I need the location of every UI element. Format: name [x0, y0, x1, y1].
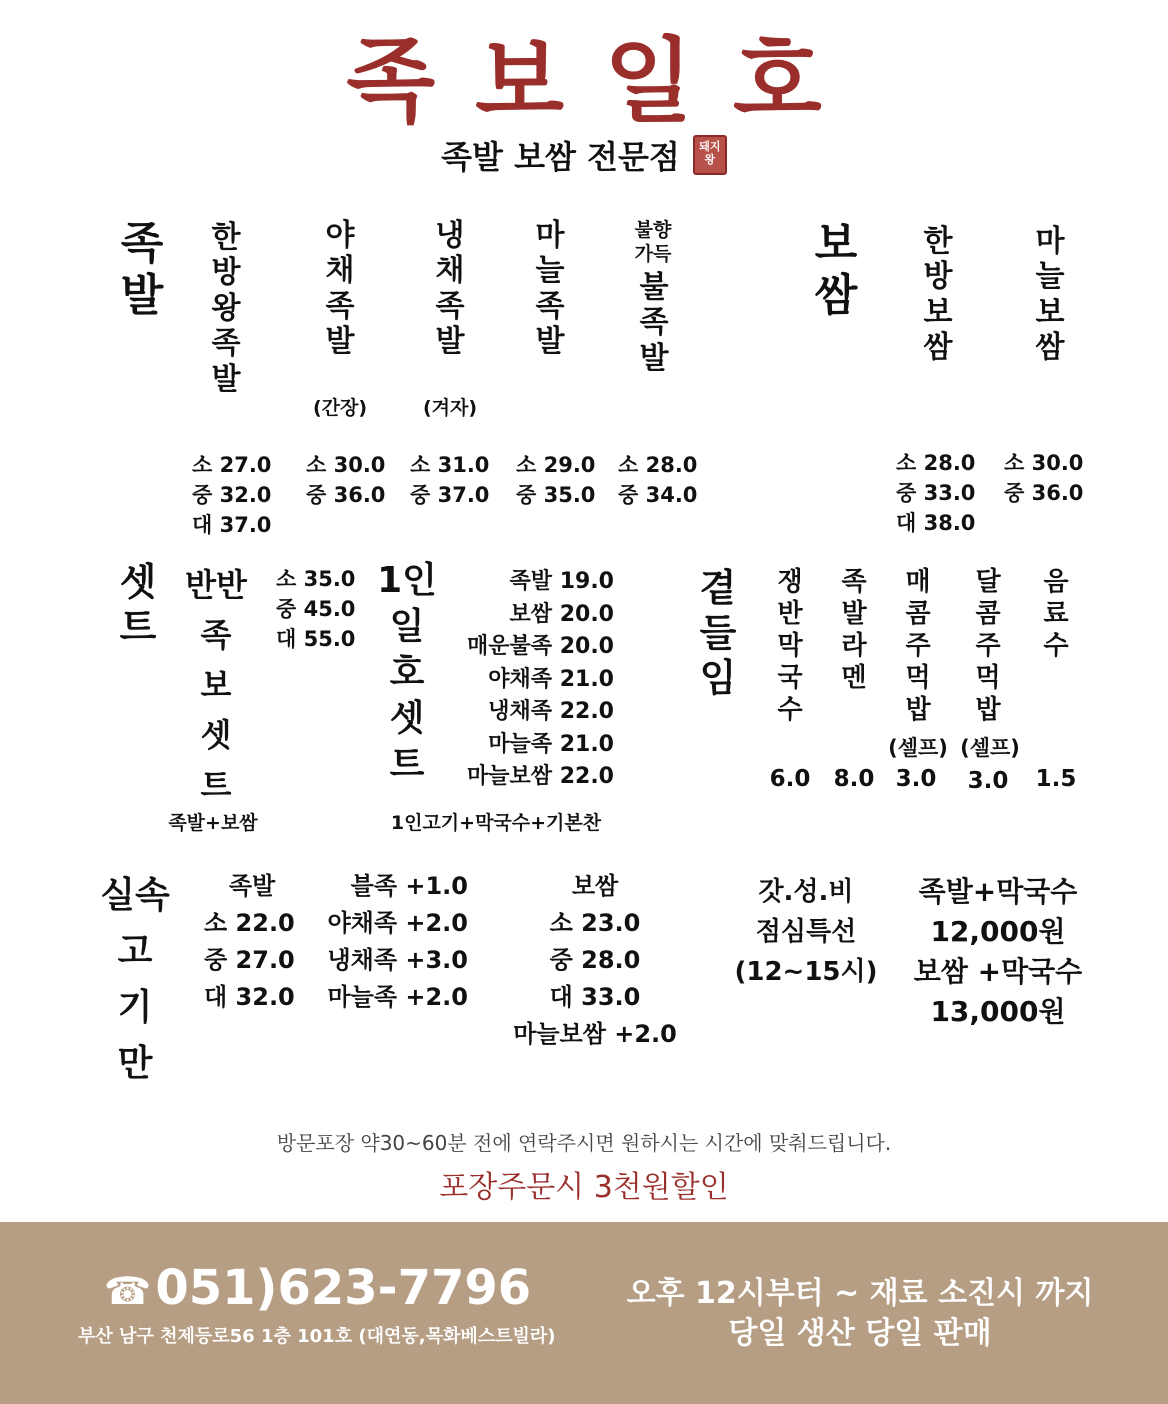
- list-line: 중 34.0: [618, 483, 698, 507]
- vertical-char: 보: [1035, 294, 1065, 330]
- meat-only-heading-line: 실속: [100, 875, 170, 916]
- list-line: 중 36.0: [1004, 481, 1084, 505]
- phone-number[interactable]: [104, 1260, 531, 1316]
- jokbal-item-name: [420, 218, 480, 360]
- jokbal-item-note: (간장): [312, 397, 368, 419]
- vertical-char: 족: [325, 288, 355, 324]
- list-line: 대 55.0: [276, 627, 356, 651]
- half-set-name-rest: [176, 610, 256, 810]
- vertical-char: 발: [211, 361, 241, 397]
- vertical-char: 밥: [975, 695, 1001, 725]
- bossam-item-prices: [1004, 448, 1083, 508]
- list-line: (12~15시): [734, 957, 878, 987]
- list-line: 마늘족 +2.0: [327, 983, 468, 1011]
- list-line: 보쌈 +막국수: [913, 955, 1083, 988]
- vertical-char: 셋: [119, 560, 157, 604]
- side-item-price: 6.0: [769, 766, 811, 792]
- jokbal-item-name: [624, 270, 684, 376]
- side-item-note: (셀프): [888, 736, 948, 760]
- vertical-char: 족: [841, 567, 867, 597]
- seal-logo: 돼지 왕: [693, 135, 727, 175]
- list-line: 대 33.0: [549, 983, 641, 1011]
- buljokbal-tag-line: 불향: [634, 219, 672, 241]
- list-line: 소 27.0: [192, 453, 272, 477]
- list-line: 소 30.0: [306, 453, 386, 477]
- side-item-name: [968, 566, 1008, 726]
- vertical-char: 발: [639, 340, 669, 376]
- vertical-char: 족: [435, 288, 465, 324]
- side-item-name: [834, 566, 874, 694]
- vertical-char: 반: [777, 599, 803, 629]
- jokbal-item-name: [196, 220, 256, 397]
- list-line: 중 35.0: [516, 483, 596, 507]
- list-line: 대 32.0: [204, 983, 295, 1011]
- phone-icon: ☎: [104, 1269, 152, 1313]
- vertical-char: 트: [119, 604, 157, 649]
- meat-only-heading: [90, 868, 180, 1092]
- jokbal-heading: [112, 218, 172, 322]
- half-set-note: 족발+보쌈: [168, 812, 258, 834]
- meat-extras: [300, 868, 468, 1016]
- list-line: 보쌈 20.0: [509, 601, 614, 627]
- buljokbal-tag-line: 가득: [634, 243, 672, 265]
- jokbal-item-prices: [618, 450, 697, 510]
- vertical-char: 늘: [535, 253, 565, 289]
- half-set-name: [176, 560, 256, 810]
- list-line: 점심특선: [755, 917, 857, 947]
- list-line: 매운불족 20.0: [467, 634, 614, 659]
- vertical-char: 쟁: [777, 567, 803, 597]
- list-line: 냉채족 +3.0: [327, 946, 468, 974]
- vertical-char: 쌈: [814, 269, 858, 321]
- hours-line: 당일 생산 당일 판매: [728, 1316, 992, 1351]
- set-heading: [108, 560, 168, 650]
- vertical-char: 수: [777, 695, 803, 725]
- list-line: 블족 +1.0: [350, 872, 468, 900]
- vertical-char: 1인: [377, 560, 437, 601]
- subtitle-text: 족발 보쌈 전문점: [441, 138, 680, 176]
- list-line: 마늘보쌈 22.0: [467, 764, 614, 789]
- vertical-char: 트: [389, 744, 425, 785]
- list-line: 소 22.0: [204, 909, 295, 937]
- vertical-char: 야: [325, 218, 355, 253]
- vertical-char: 임: [699, 655, 737, 700]
- vertical-char: 보: [200, 666, 232, 704]
- list-line: 냉채족 22.0: [488, 699, 614, 724]
- meat-only-heading-rest: [90, 924, 180, 1092]
- hours-line: 오후 12시부터 ~ 재료 소진시 까지: [626, 1276, 1094, 1311]
- list-line: 중 33.0: [896, 481, 976, 505]
- list-line: 대 37.0: [192, 513, 272, 537]
- list-line: 소 28.0: [618, 453, 698, 477]
- vertical-char: 냉: [435, 218, 465, 253]
- list-line: 야채족 21.0: [488, 666, 614, 692]
- list-line: 야채족 +2.0: [327, 909, 468, 937]
- vertical-char: 료: [1043, 599, 1069, 629]
- side-item-name: [898, 566, 938, 726]
- side-item-price: 3.0: [895, 766, 937, 792]
- vertical-char: 족: [200, 616, 232, 654]
- pickup-notice: 방문포장 약30~60분 전에 연락주시면 원하시는 시간에 맞춰드립니다.: [276, 1131, 892, 1155]
- vertical-char: 쌈: [1035, 330, 1065, 366]
- list-line: 마늘보쌈 +2.0: [513, 1020, 677, 1048]
- vertical-char: 고: [117, 931, 153, 972]
- side-item-price: 1.5: [1035, 766, 1077, 792]
- vertical-char: 마: [535, 218, 565, 253]
- list-line: 마늘족 21.0: [488, 731, 614, 757]
- half-set-prices: [276, 564, 355, 654]
- jokbal-item-name: [520, 218, 580, 360]
- meat-jokbal-prices: [204, 905, 295, 1016]
- side-item-note: (셀프): [960, 736, 1020, 760]
- vertical-char: 보: [923, 294, 953, 330]
- subtitle: [0, 132, 1168, 178]
- jokbal-item-prices: [306, 450, 385, 510]
- side-item-name: [1036, 566, 1076, 662]
- vertical-char: 마: [1035, 224, 1065, 259]
- vertical-char: 한: [211, 220, 241, 255]
- side-item-name: [770, 566, 810, 726]
- vertical-char: 발: [120, 269, 164, 321]
- vertical-char: 발: [535, 324, 565, 360]
- takeout-discount: 포장주문시 3천원할인: [439, 1170, 729, 1205]
- lunch-lines: [900, 872, 1096, 1032]
- lunch-heading: [726, 872, 886, 992]
- vertical-char: 늘: [1035, 259, 1065, 295]
- vertical-char: 발: [841, 599, 867, 629]
- vertical-char: 호: [389, 652, 425, 693]
- vertical-char: 채: [325, 253, 355, 289]
- half-set-name-line: 반반: [185, 566, 247, 604]
- vertical-char: 밥: [905, 695, 931, 725]
- list-line: 소 35.0: [276, 567, 356, 591]
- jokbal-item-prices: [410, 450, 489, 510]
- business-hours: [600, 1274, 1120, 1354]
- bossam-heading: [806, 218, 866, 322]
- vertical-char: 달: [975, 567, 1001, 597]
- vertical-char: 방: [211, 255, 241, 291]
- single-set-note: 1인고기+막국수+기본찬: [390, 812, 602, 834]
- vertical-char: 주: [975, 631, 1001, 661]
- vertical-char: 족: [639, 305, 669, 341]
- vertical-char: 수: [1043, 631, 1069, 661]
- vertical-char: 멘: [841, 663, 867, 693]
- list-line: 중 32.0: [192, 483, 272, 507]
- buljokbal-tag: [618, 218, 688, 266]
- vertical-char: 셋: [389, 698, 425, 739]
- list-line: 갓.성.비: [758, 877, 854, 907]
- store-title: 족보일호: [346, 28, 862, 135]
- vertical-char: 트: [200, 766, 232, 804]
- single-set-prices: [420, 566, 614, 794]
- vertical-char: 발: [435, 324, 465, 360]
- list-line: 중 45.0: [276, 597, 356, 621]
- jokbal-item-name: [310, 218, 370, 360]
- jokbal-item-note: (겨자): [422, 397, 478, 419]
- vertical-char: 국: [777, 663, 803, 693]
- vertical-char: 셋: [200, 716, 232, 754]
- vertical-char: 만: [117, 1043, 153, 1084]
- list-line: 족발+막국수: [918, 875, 1078, 908]
- vertical-char: 한: [923, 224, 953, 259]
- vertical-char: 콤: [975, 599, 1001, 629]
- vertical-char: 기: [117, 987, 153, 1028]
- vertical-char: 방: [923, 259, 953, 295]
- list-line: 소 28.0: [896, 451, 976, 475]
- meat-bossam-prices: [500, 905, 690, 1053]
- vertical-char: 족: [535, 288, 565, 324]
- phone-text: 051)623-7796: [155, 1260, 532, 1316]
- list-line: 소 31.0: [410, 453, 490, 477]
- list-line: 중 36.0: [306, 483, 386, 507]
- vertical-char: 보: [814, 218, 858, 269]
- meat-bossam-label: 보쌈: [571, 872, 619, 900]
- list-line: 족발 19.0: [509, 569, 614, 594]
- vertical-char: 막: [777, 631, 803, 661]
- vertical-char: 들: [699, 610, 737, 655]
- list-line: 소 23.0: [549, 909, 641, 937]
- vertical-char: 먹: [975, 663, 1001, 693]
- list-line: 소 30.0: [1004, 451, 1084, 475]
- bossam-item-prices: [896, 448, 975, 538]
- vertical-char: 주: [905, 631, 931, 661]
- sides-heading: [688, 566, 748, 700]
- jokbal-item-prices: [516, 450, 595, 510]
- bossam-item-name: [1020, 224, 1080, 366]
- side-item-price: 8.0: [833, 766, 875, 792]
- jokbal-item-prices: [192, 450, 271, 540]
- address: 부산 남구 천제등로56 1층 101호 (대연동,목화베스트빌라): [78, 1326, 556, 1347]
- vertical-char: 족: [211, 326, 241, 362]
- vertical-char: 일: [389, 606, 425, 647]
- vertical-char: 곁: [699, 566, 737, 610]
- vertical-char: 왕: [211, 290, 241, 326]
- list-line: 12,000원: [930, 915, 1066, 948]
- list-line: 중 28.0: [549, 946, 641, 974]
- meat-jokbal-label: 족발: [228, 872, 276, 900]
- vertical-char: 채: [435, 253, 465, 289]
- bossam-item-name: [908, 224, 968, 366]
- vertical-char: 콤: [905, 599, 931, 629]
- list-line: 중 37.0: [410, 483, 490, 507]
- vertical-char: 발: [325, 324, 355, 360]
- vertical-char: 음: [1043, 567, 1069, 597]
- footer-bar: [0, 1222, 1168, 1404]
- side-item-price: 3.0: [967, 768, 1009, 794]
- vertical-char: 라: [841, 631, 867, 661]
- vertical-char: 불: [639, 270, 669, 305]
- list-line: 소 29.0: [516, 453, 596, 477]
- list-line: 13,000원: [930, 995, 1066, 1028]
- vertical-char: 족: [120, 218, 164, 269]
- vertical-char: 먹: [905, 663, 931, 693]
- list-line: 대 38.0: [896, 511, 976, 535]
- vertical-char: 쌈: [923, 330, 953, 366]
- list-line: 중 27.0: [204, 946, 295, 974]
- vertical-char: 매: [905, 567, 931, 597]
